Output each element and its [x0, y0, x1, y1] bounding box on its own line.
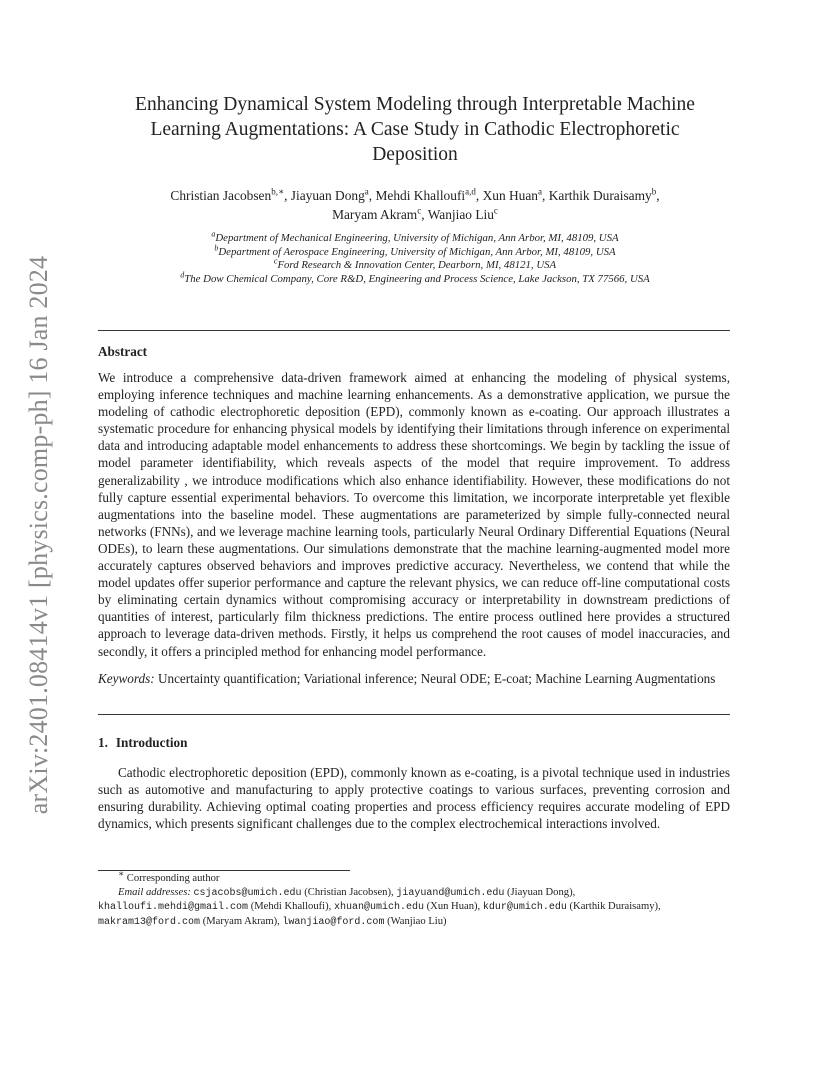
arxiv-sidebar-stamp [22, 240, 56, 830]
abstract-top-rule [98, 330, 730, 331]
corresponding-text: Corresponding author [126, 873, 220, 884]
affiliation-mark: b [214, 242, 219, 252]
email-owner: (Mehdi Khalloufi), [250, 901, 332, 913]
email-link[interactable]: xhuan@umich.edu [333, 902, 424, 914]
affiliation-text: Department of Aerospace Engineering, University of Michigan, Ann Arbor, MI, 48109, USA [218, 245, 616, 258]
title-line: Learning Augmentations: A Case Study in Cathodic Electrophoretic [150, 119, 680, 140]
author-affiliation-mark: a,d [465, 186, 476, 197]
corresponding-author-note [98, 868, 738, 886]
email-owner: (Wanjiao Liu) [387, 915, 447, 927]
email-owner: (Jiayuan Dong), [507, 886, 576, 898]
author-line: Christian Jacobsen$^{b,∗}$, Jiayuan Dong$^a$, Mehdi Khalloufi$^{a,d}$, Xun Huan$^a$, Karthik Duraisamy$^b$, [170, 186, 660, 203]
email-link[interactable]: kdur@umich.edu [482, 902, 567, 914]
footnotes [98, 868, 738, 929]
introduction-paragraph: Cathodic electrophoretic deposition (EPD), commonly known as e-coating, is a pivotal technique used in industries such as automotive and manufacturing to apply protective coatings to various surfaces, preventing corrosion and ensuring durability. Achieving optimal coating properties and process efficiency requires accurate modeling of EPD dynamics, which presents significant challenges due to the complex electrochemical interactions involved. [98, 765, 730, 832]
title-line: Deposition [372, 144, 458, 165]
author-list [90, 186, 740, 224]
affiliation [90, 229, 740, 246]
author-name: Wanjiao Liu [427, 207, 494, 222]
email-link[interactable]: khalloufi.mehdi@gmail.com [98, 902, 249, 914]
affiliation-mark: d [180, 269, 185, 279]
email-link[interactable]: csjacobs@umich.edu [193, 887, 302, 899]
author-line: Maryam Akram$^c$, Wanjiao Liu$^c$ [332, 205, 498, 222]
email-link[interactable]: makram13@ford.com [98, 916, 201, 928]
affiliation-text: Ford Research & Innovation Center, Dearborn, MI, 48121, USA [277, 259, 557, 271]
paper-title [90, 92, 740, 167]
author-affiliation-mark: a [538, 186, 543, 197]
author-name: Mehdi Khalloufi [375, 188, 466, 203]
affiliation [90, 242, 740, 260]
email-addresses [98, 886, 738, 930]
affiliation-list [90, 229, 740, 286]
keywords [98, 670, 730, 687]
keywords-label: Keywords: [98, 671, 155, 686]
author-affiliation-mark: b [651, 186, 657, 197]
author-affiliation-mark: b,∗ [271, 186, 285, 197]
affiliation-text: Department of Mechanical Engineering, University of Michigan, Ann Arbor, MI, 48109, USA [215, 232, 619, 244]
email-owner: (Christian Jacobsen), [304, 886, 394, 898]
author-name: Maryam Akram [332, 207, 418, 222]
footnote-rule [98, 870, 350, 871]
corresponding-mark: ∗ [118, 868, 125, 879]
section-number: 1. [98, 735, 108, 750]
author-affiliation-mark: a [364, 186, 369, 197]
affiliation-text: The Dow Chemical Company, Core R&D, Engineering and Process Science, Lake Jackson, TX 77566, USA [184, 272, 650, 285]
affiliation [90, 256, 740, 273]
author-name: Karthik Duraisamy [548, 188, 652, 203]
section-heading [98, 735, 187, 751]
author-name: Jiayuan Dong [290, 188, 365, 203]
affiliation-mark: c [273, 256, 278, 266]
title-line: Enhancing Dynamical System Modeling through Interpretable Machine [135, 94, 695, 115]
arxiv-identifier: arXiv:2401.08414v1 [physics.comp-ph] 16 Jan 2024 [24, 255, 54, 815]
author-affiliation-mark: c [417, 205, 422, 216]
email-link[interactable]: jiayuand@umich.edu [396, 887, 505, 899]
author-affiliation-mark: c [493, 205, 498, 216]
email-link[interactable]: lwanjiao@ford.com [282, 916, 385, 928]
email-owner: (Xun Huan), [426, 901, 481, 913]
keywords-text: Uncertainty quantification; Variational inference; Neural ODE; E-coat; Machine Learning Augmentations [157, 671, 716, 686]
email-label: Email addresses: [118, 886, 191, 898]
abstract-text: We introduce a comprehensive data-driven framework aimed at enhancing the modeling of physical systems, employing inference techniques and machine learning enhancements. As a demonstrative application, we pursue the modeling of cathodic electrophoretic deposition (EPD), commonly known as e-coating. Our approach illustrates a systematic procedure for enhancing physical models by identifying their limitations through inference on experimental data and introducing adaptable model enhancements to address these shortcomings. We begin by tackling the issue of model parameter identifiability, which reveals aspects of the model that require improvement. To address generalizability , we introduce modifications which also enhance identifiability. However, these modifications do not fully capture essential experimental behaviors. To overcome this limitation, we incorporate interpretable yet flexible augmentations into the baseline model. These augmentations are parameterized by simple fully-connected neural networks (FNNs), and we leverage machine learning tools, particularly Neural Ordinary Differential Equations (Neural ODEs), to learn these augmentations. Our simulations demonstrate that the machine learning-augmented model more accurately captures observed behaviors and improves predictive accuracy. Nevertheless, we contend that while the model updates offer superior performance and capture the relevant physics, we can reduce off-line computational costs by eliminating certain dynamics without compromising accuracy or interpretability in downstream predictions of quantities of interest, particularly film thickness predictions. The entire process outlined here provides a structured approach to leverage data-driven methods. Firstly, it helps us comprehend the root causes of model inaccuracies, and secondly, it offers a principled method for enhancing model performance. [98, 370, 730, 659]
email-owner: (Karthik Duraisamy), [569, 901, 661, 913]
author-name: Xun Huan [482, 188, 539, 203]
abstract-bottom-rule [98, 714, 730, 715]
affiliation [90, 269, 740, 287]
email-owner: (Maryam Akram), [202, 915, 280, 927]
affiliation-mark: a [211, 229, 216, 239]
abstract-heading: Abstract [98, 344, 148, 359]
author-name: Christian Jacobsen [170, 188, 272, 203]
section-title: Introduction [115, 735, 188, 750]
